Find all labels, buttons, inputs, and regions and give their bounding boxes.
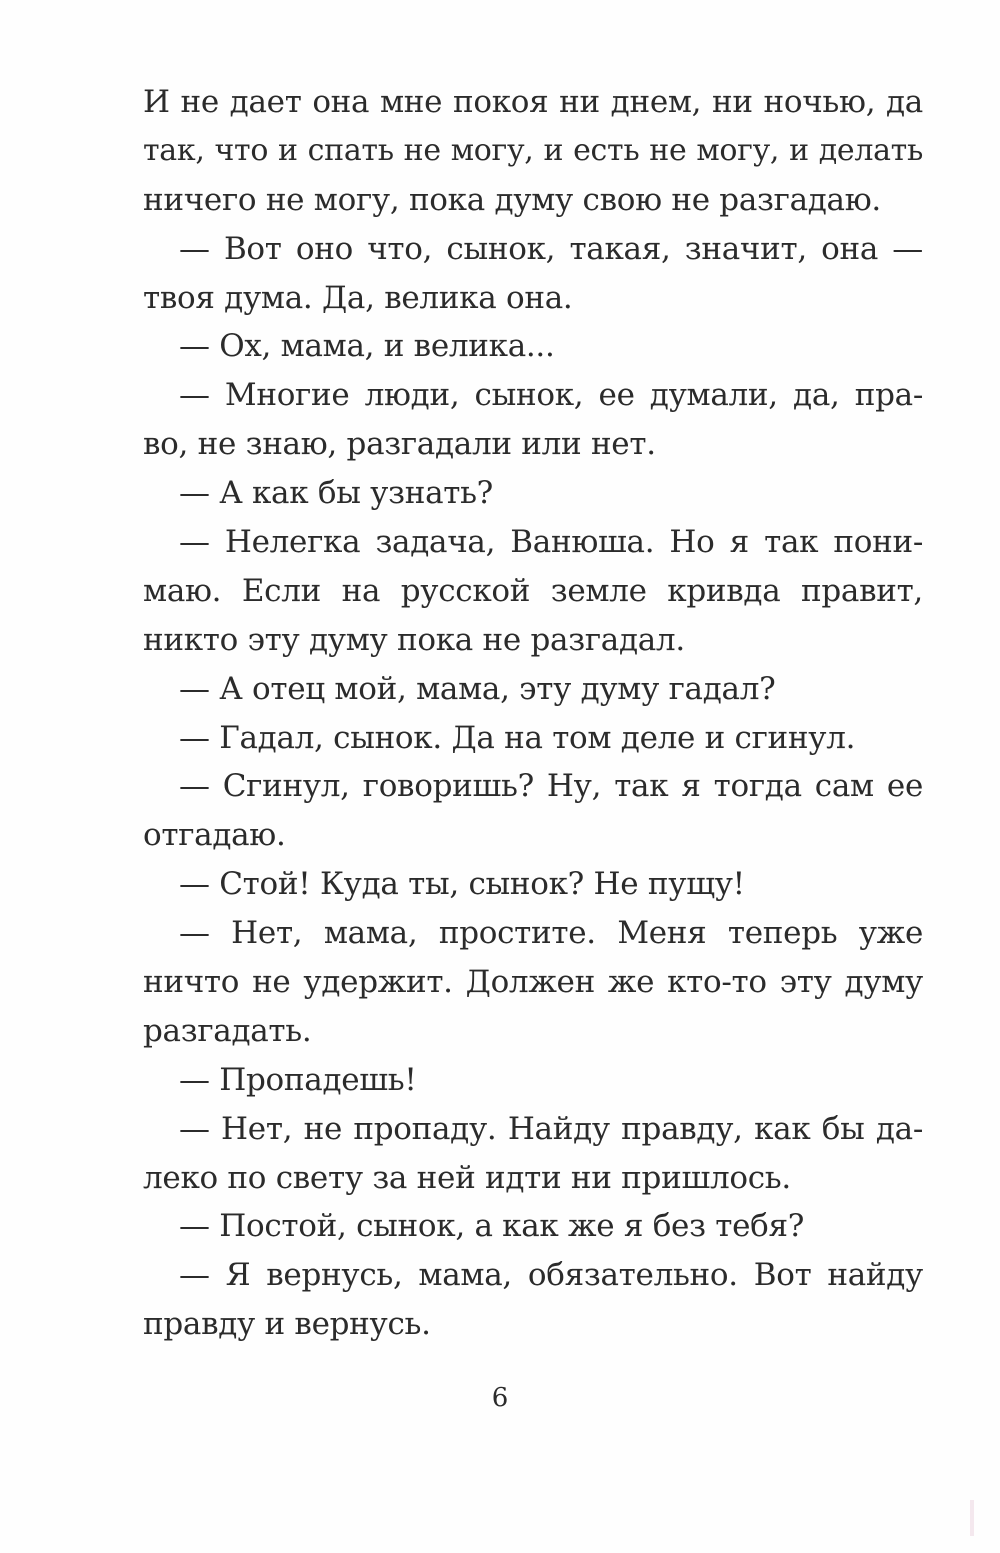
text-line: — Многие люди, сынок, ее думали, да, пра- (179, 377, 923, 414)
page-number: 6 (491, 1383, 509, 1413)
text-line: — Нет, не пропаду. Найду правду, как бы да- (179, 1110, 923, 1147)
text-line: — Сгинул, говоришь? Ну, так я тогда сам ее (179, 768, 923, 805)
text-line: — Стой! Куда ты, сынок? Не пущу! (179, 866, 745, 903)
text-line: — Постой, сынок, а как же я без тебя? (179, 1208, 805, 1245)
text-line: маю. Если на русской земле кривда правит, (143, 572, 923, 609)
text-line: правду и вернусь. (143, 1306, 431, 1343)
text-line: — Гадал, сынок. Да на том деле и сгинул. (179, 719, 856, 756)
body-text (143, 78, 923, 1349)
text-line: ничто не удержит. Должен же кто-то эту думу (143, 964, 923, 1001)
text-line: — Нет, мама, простите. Меня теперь уже (179, 915, 923, 952)
text-line: И не дает она мне покоя ни днем, ни ночью, да (143, 84, 923, 120)
text-line: отгадаю. (143, 817, 286, 854)
text-line: — А как бы узнать? (179, 475, 494, 512)
text-line: во, не знаю, разгадали или нет. (143, 426, 656, 463)
text-line: никто эту думу пока не разгадал. (143, 621, 685, 658)
page-edge-mark (970, 1500, 974, 1536)
text-line: — Пропадешь! (179, 1061, 417, 1098)
text-line: — А отец мой, мама, эту думу гадал? (179, 670, 776, 707)
text-line: ничего не могу, пока думу свою не разгадаю. (143, 181, 881, 218)
text-line: леко по свету за ней идти ни пришлось. (143, 1159, 791, 1196)
text-line: — Я вернусь, мама, обязательно. Вот найду (179, 1257, 923, 1294)
text-line: — Вот оно что, сынок, такая, значит, она — (179, 230, 923, 267)
text-line: твоя дума. Да, велика она. (143, 279, 573, 316)
text-line: — Ох, мама, и велика... (179, 328, 555, 365)
text-line: так, что и спать не могу, и есть не могу, и делать (143, 132, 923, 168)
text-line: — Нелегка задача, Ванюша. Но я так пони- (179, 524, 923, 561)
text-line: разгадать. (143, 1012, 312, 1049)
